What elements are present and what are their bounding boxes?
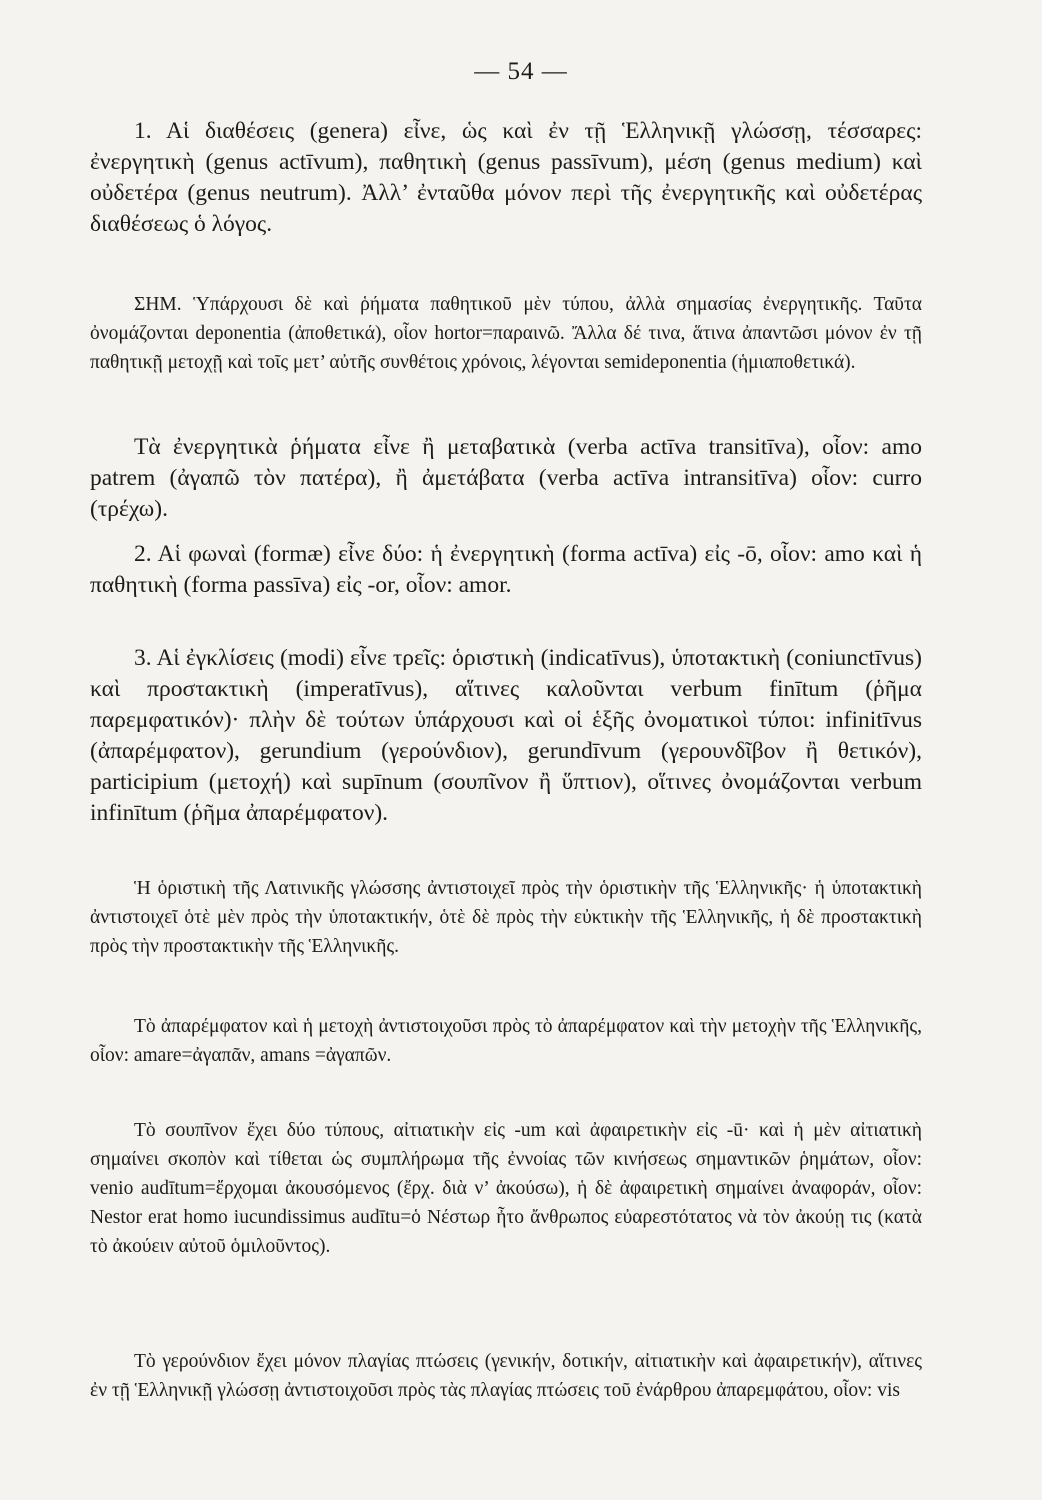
paragraph-note-deponentia: ΣΗΜ. Ὑπάρχουσι δὲ καὶ ῥήματα παθητικοῦ μὲν τύπου, ἀλλὰ σημασίας ἐνεργητικῆς. Ταῦτα ὀνομάζονται deponentia (ἀποθετικά), οἷον hortor=παραινῶ. Ἄλλα δέ τινα, ἅτινα ἀπαντῶσι μόνον ἐν τῇ παθητικῇ μετοχῇ καὶ τοῖς μετ’ αὐτῆς συνθέτοις χρόνοις, λέγονται semideponentia (ἡμιαποθετικά). bbox=[90, 294, 922, 373]
paragraph-supinum: Τὸ σουπῖνον ἔχει δύο τύπους, αἰτιατικὴν εἰς -um καὶ ἀφαιρετικὴν εἰς -ū· καὶ ἡ μὲν αἰτιατικὴ σημαίνει σκοπὸν καὶ τίθεται ὡς συμπλήρωμα τῆς ἐννοίας τῶν κινήσεως σημαντικῶν ῥημάτων, οἷον: venio audītum=ἔρχομαι ἀκουσόμενος (ἔρχ. διὰ ν’ ἀκούσω), ἡ δὲ ἀφαιρετικὴ σημαίνει ἀναφοράν, οἷον: Nestor erat homo iucundissimus audītu=ὁ Νέστωρ ἦτο ἄνθρωπος εὐαρεστότατος νὰ τὸν ἀκούῃ τις (κατὰ τὸ ἀκούειν αὐτοῦ ὁμιλοῦντος). bbox=[90, 1120, 922, 1257]
paragraph-modi: 3. Αἱ ἐγκλίσεις (modi) εἶνε τρεῖς: ὁριστικὴ (indicatīvus), ὑποτακτικὴ (coniunctīvus) καὶ προστακτικὴ (imperatīvus), αἵτινες καλοῦνται verbum finītum (ῥῆμα παρεμφατικόν)· πλὴν δὲ τούτων ὑπάρχουσι καὶ οἱ ἑξῆς ὀνοματικοὶ τύποι: infinitīvus (ἀπαρέμφατον), gerundium (γερούνδιον), gerundīvum (γερουνδῖβον ἢ θετικόν), participium (μετοχή) καὶ supīnum (σουπῖνον ἢ ὕπτιον), οἵτινες ὀνομάζονται verbum infinītum (ῥῆμα ἀπαρέμφατον). bbox=[90, 645, 922, 826]
paragraph-oristiki: Ἡ ὁριστικὴ τῆς Λατινικῆς γλώσσης ἀντιστοιχεῖ πρὸς τὴν ὁριστικὴν τῆς Ἑλληνικῆς· ἡ ὑποτακτικὴ ἀντιστοιχεῖ ὁτὲ μὲν πρὸς τὴν ὑποτακτικήν, ὁτὲ δὲ πρὸς τὴν εὐκτικὴν τῆς Ἑλληνικῆς, ἡ δὲ προστακτικὴ πρὸς τὴν προστακτικὴν τῆς Ἑλληνικῆς. bbox=[90, 878, 922, 957]
page-number: — 54 — bbox=[474, 58, 568, 85]
paragraph-aparemfaton: Τὸ ἀπαρέμφατον καὶ ἡ μετοχὴ ἀντιστοιχοῦσι πρὸς τὸ ἀπαρέμφατον καὶ τὴν μετοχὴν τῆς Ἑλληνικῆς, οἷον: amare=ἀγαπᾶν, amans =ἀγαπῶν. bbox=[90, 1016, 922, 1066]
paragraph-genera: 1. Αἱ διαθέσεις (genera) εἶνε, ὡς καὶ ἐν τῇ Ἑλληνικῇ γλώσσῃ, τέσσαρες: ἐνεργητικὴ (genus actīvum), παθητικὴ (genus passīvum), μέση (genus medium) καὶ οὐδετέρα (genus neutrum). Ἀλλ’ ἐνταῦθα μόνον περὶ τῆς ἐνεργητικῆς καὶ οὐδετέρας διαθέσεως ὁ λόγος. bbox=[90, 118, 922, 237]
paragraph-gerundium: Τὸ γερούνδιον ἔχει μόνον πλαγίας πτώσεις (γενικήν, δοτικήν, αἰτιατικὴν καὶ ἀφαιρετικήν), αἵτινες ἐν τῇ Ἑλληνικῇ γλώσσῃ ἀντιστοιχοῦσι πρὸς τὰς πλαγίας πτώσεις τοῦ ἐνάρθρου ἀπαρεμφάτου, οἷον: vis bbox=[90, 1351, 922, 1401]
paragraph-transitiva: Τὰ ἐνεργητικὰ ῥήματα εἶνε ἢ μεταβατικὰ (verba actīva transitīva), οἷον: amo patrem (ἀγαπῶ τὸν πατέρα), ἢ ἀμετάβατα (verba actīva intransitīva) οἷον: curro (τρέχω). bbox=[90, 434, 922, 522]
paragraph-formae: 2. Αἱ φωναὶ (formæ) εἶνε δύο: ἡ ἐνεργητικὴ (forma actīva) εἰς -ō, οἷον: amo καὶ ἡ παθητικὴ (forma passīva) εἰς -or, οἷον: amor. bbox=[90, 541, 922, 598]
